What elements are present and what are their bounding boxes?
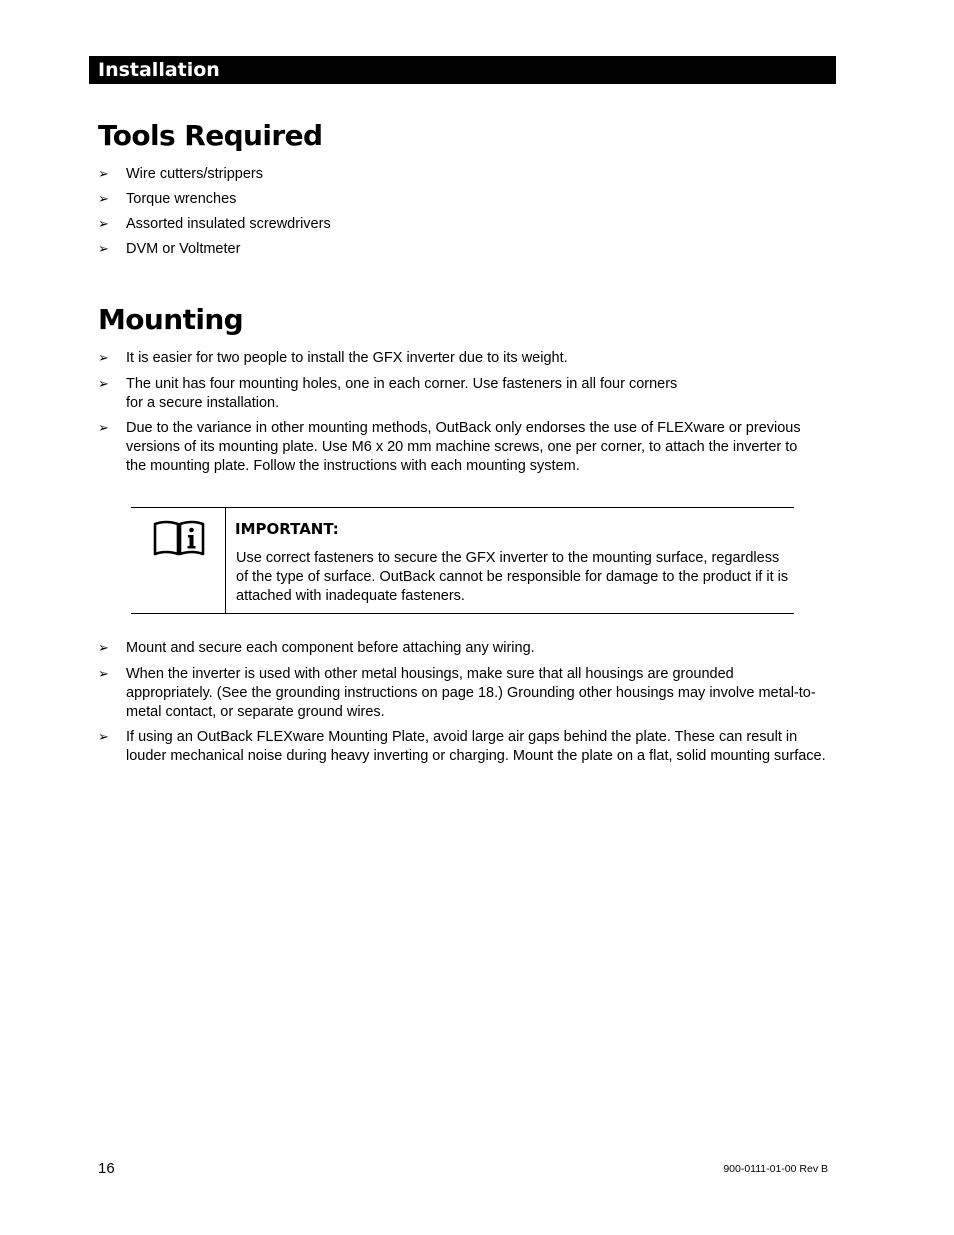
arrow-bullet-icon: ➢ [98,667,109,682]
important-callout [131,507,794,614]
book-info-icon [153,520,205,556]
arrow-bullet-icon: ➢ [98,217,109,232]
callout-divider [225,508,226,614]
arrow-bullet-icon: ➢ [98,242,109,257]
arrow-bullet-icon: ➢ [98,351,109,366]
section-title: Installation [98,59,220,81]
page-number: 16 [98,1160,115,1177]
list-item: ➢ If using an OutBack FLEXware Mounting Plate, avoid large air gaps behind the plate. These can result in louder mechanical noise during heavy inverting or charging. Mount the plate on a flat, solid mounting surface. [98,729,826,764]
list-item: ➢ The unit has four mounting holes, one in each corner. Use fasteners in all four corners for a secure installation. [98,376,678,411]
list-item: ➢ When the inverter is used with other metal housings, make sure that all housings are grounded appropriately. (See the grounding instructions on page 18.) Grounding other housings may involve metal-to-metal contact, or separate ground wires. [98,666,816,720]
list-item: ➢ Torque wrenches [98,191,237,207]
list-item: ➢ Mount and secure each component before attaching any wiring. [98,640,535,656]
arrow-bullet-icon: ➢ [98,641,109,656]
arrow-bullet-icon: ➢ [98,167,109,182]
mounting-list-b [98,639,826,766]
arrow-bullet-icon: ➢ [98,377,109,392]
arrow-bullet-icon: ➢ [98,730,109,745]
list-item: ➢ Assorted insulated screwdrivers [98,216,331,232]
arrow-bullet-icon: ➢ [98,421,109,436]
document-id: 900-0111-01-00 Rev B [723,1163,828,1175]
tools-list [98,165,810,259]
list-item: ➢ It is easier for two people to install the GFX inverter due to its weight. [98,350,568,366]
important-heading: IMPORTANT: [235,520,339,538]
tools-required-heading: Tools Required [98,119,323,152]
list-item: ➢ Due to the variance in other mounting methods, OutBack only endorses the use of FLEXware or previous versions of its mounting plate. Use M6 x 20 mm machine screws, one per corner, to attach the inverter to the mounting plate. Follow the instructions with each mounting system. [98,420,801,474]
section-header-bar [89,56,836,84]
mounting-heading: Mounting [98,303,244,336]
list-item: ➢ Wire cutters/strippers [98,166,263,182]
important-text: Use correct fasteners to secure the GFX inverter to the mounting surface, regardless of the type of surface. OutBack cannot be responsible for damage to the product if it is attached with inadequate fasteners. [236,550,789,604]
arrow-bullet-icon: ➢ [98,192,109,207]
list-item: ➢ DVM or Voltmeter [98,241,241,257]
mounting-list-a [98,349,810,476]
